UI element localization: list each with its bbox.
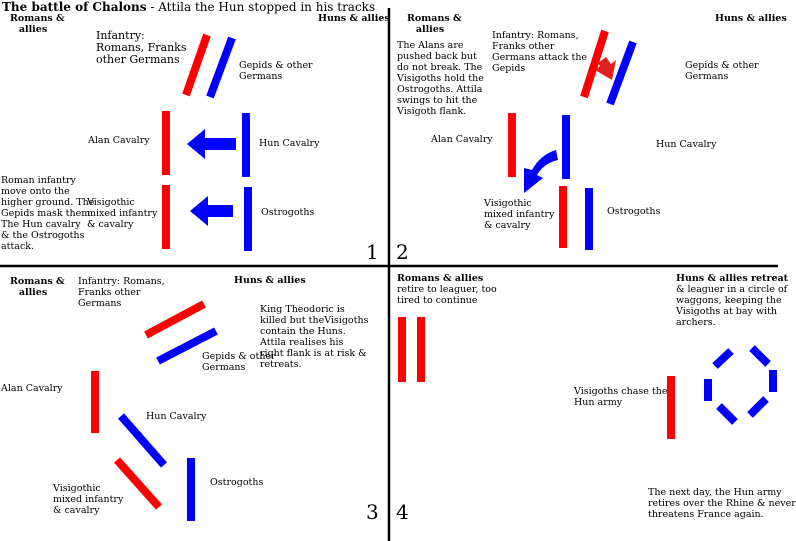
p3-narrative-line2: killed but theVisigoths	[260, 315, 369, 326]
p1-visigothic-label	[87, 197, 157, 230]
p3-left-header-line2: allies	[18, 287, 48, 298]
p2-narrative-line5: Ostrogoths. Attila	[397, 84, 483, 95]
p4-visigoths-chase-line2: Hun army	[574, 397, 623, 408]
p2-infantry-line4: Gepids	[492, 63, 526, 74]
p2-right-header: Huns & allies	[715, 13, 787, 24]
p1-gepids	[210, 38, 232, 97]
p3-hun-cavalry-label: Hun Cavalry	[146, 411, 207, 422]
p1-infantry-line2: Romans, Franks	[96, 41, 187, 54]
p4-right-block	[676, 273, 788, 328]
p4-next-day-text	[648, 487, 796, 520]
p3-visigothic-line2: mixed infantry	[53, 494, 124, 505]
p3-narrative-line6: retreats.	[260, 359, 302, 370]
p2-left-header	[407, 13, 462, 35]
p2-narrative-line6: swings to hit the	[397, 95, 478, 106]
p3-right-header: Huns & allies	[234, 275, 306, 286]
p2-visigothic-line1: Visigothic	[484, 198, 532, 209]
p4-left-header: Romans & allies	[397, 273, 484, 284]
p1-infantry-label	[96, 30, 186, 66]
p2-infantry-line2: Franks other	[492, 41, 555, 52]
p2-gepids-line1: Gepids & other	[685, 60, 759, 71]
p3-ostrogoths-label: Ostrogoths	[210, 477, 264, 488]
p4-left-block	[397, 273, 497, 306]
p3-left-header	[10, 276, 65, 298]
p4-number: 4	[396, 500, 409, 524]
p1-gepids-label	[239, 60, 313, 82]
p1-infantry-line1: Infantry:	[96, 29, 145, 42]
p4-right-line1: & leaguer in a circle of	[676, 284, 788, 295]
p2-visigothic-line3: & cavalry	[484, 220, 531, 231]
p3-hun-cavalry	[121, 416, 164, 465]
p1-left-header-line2: allies	[18, 24, 48, 35]
p2-narrative-line2: pushed back but	[397, 51, 477, 62]
p1-arrow-hun-cavalry	[187, 129, 236, 159]
p2-gepids-label	[685, 60, 759, 82]
p2-arrow-swing	[524, 150, 558, 193]
p1-ostrogoths-label: Ostrogoths	[261, 207, 315, 218]
p3-visigothic-line1: Visigothic	[53, 483, 101, 494]
p4-waggon-circle	[708, 348, 773, 422]
p2-gepids-line2: Germans	[685, 71, 729, 82]
title-subtitle: - Attila the Hun stopped in his tracks	[146, 0, 376, 14]
p4-right-line4: archers.	[676, 317, 716, 328]
p4-waggon-5	[719, 406, 735, 422]
p2-infantry-line1: Infantry: Romans,	[492, 30, 579, 41]
p3-infantry-line2: Franks other	[78, 287, 141, 298]
p1-number: 1	[366, 240, 379, 264]
p2-narrative-line3: do not break. The	[397, 62, 483, 73]
p1-right-header: Huns & allies	[318, 13, 390, 24]
p3-infantry-label	[78, 276, 165, 309]
p4-right-line2: waggons, keeping the	[676, 295, 782, 306]
p1-visigothic-line3: & cavalry	[87, 219, 134, 230]
p4-next-day-line2: retires over the Rhine & never	[648, 498, 796, 509]
p4-right-line3: Visigoths at bay with	[676, 306, 778, 317]
p3-narrative-line1: King Theodoric is	[260, 304, 345, 315]
p2-infantry-label	[492, 30, 587, 74]
p2-narrative-line4: Visigoths hold the	[397, 73, 484, 84]
p1-visigothic-line2: mixed infantry	[87, 208, 158, 219]
p3-visigothic-line3: & cavalry	[53, 505, 100, 516]
p3-gepids-label	[202, 351, 276, 373]
p2-left-header-line1: Romans &	[407, 13, 462, 24]
p2-visigothic-label	[484, 198, 554, 231]
p3-infantry-line3: Germans	[78, 298, 122, 309]
p1-narrative	[1, 175, 94, 252]
p2-number: 2	[396, 240, 409, 264]
p1-roman-infantry	[186, 35, 207, 95]
p3-infantry-line1: Infantry: Romans,	[78, 276, 165, 287]
p1-gepids-line2: Germans	[239, 71, 283, 82]
p4-right-header: Huns & allies retreat	[676, 273, 789, 284]
p1-narrative-line4: Gepids mask them.	[1, 208, 94, 219]
p3-narrative	[260, 304, 368, 370]
p3-narrative-line4: Attila realises his	[260, 337, 344, 348]
p1-gepids-line1: Gepids & other	[239, 60, 313, 71]
p2-alan-cavalry-label: Alan Cavalry	[431, 134, 493, 145]
p2-infantry-line3: Germans attack the	[492, 52, 588, 63]
p4-visigoths-chase-line1: Visigoths chase the	[574, 386, 668, 397]
p1-narrative-line6: & the Ostrogoths	[1, 230, 85, 241]
p2-left-header-line2: allies	[415, 24, 445, 35]
panel-4-units	[402, 317, 773, 439]
p1-narrative-line1: Roman infantry	[1, 175, 76, 186]
p3-visigothic-label	[53, 483, 123, 516]
p4-left-line1: retire to leaguer, too	[397, 284, 497, 295]
p4-waggon-2	[752, 348, 768, 364]
p1-infantry-line3: other Germans	[96, 53, 180, 66]
p2-narrative	[397, 40, 484, 117]
p1-arrow-ostrogoths	[190, 196, 233, 226]
p3-number: 3	[366, 500, 379, 524]
p4-next-day-line3: threatens France again.	[648, 509, 764, 520]
panel-1-units	[166, 35, 248, 251]
p1-left-header	[10, 13, 65, 35]
p2-ostrogoths-label: Ostrogoths	[607, 206, 661, 217]
p1-hun-cavalry-label: Hun Cavalry	[259, 138, 320, 149]
p3-narrative-line5: right flank is at risk &	[260, 348, 367, 359]
p3-narrative-line3: contain the Huns.	[260, 326, 346, 337]
p2-gepids	[610, 42, 633, 104]
p4-left-line2: tired to continue	[397, 295, 478, 306]
p4-next-day-line1: The next day, the Hun army	[648, 487, 782, 498]
p3-gepids-line1: Gepids & other	[202, 351, 276, 362]
p4-waggon-4	[750, 399, 766, 415]
title-main: The battle of Chalons	[2, 0, 147, 14]
p3-left-header-line1: Romans &	[10, 276, 65, 287]
p2-narrative-line1: The Alans are	[397, 40, 464, 51]
p3-alan-cavalry-label: Alan Cavalry	[1, 383, 63, 394]
p1-narrative-line2: move onto the	[1, 186, 70, 197]
p1-narrative-line3: higher ground. The	[1, 197, 95, 208]
p1-visigothic-line1: Visigothic	[87, 197, 135, 208]
p2-visigothic-line2: mixed infantry	[484, 209, 555, 220]
p1-narrative-line5: The Hun cavalry	[1, 219, 81, 230]
p1-alan-cavalry-label: Alan Cavalry	[88, 135, 150, 146]
p1-left-header-line1: Romans &	[10, 13, 65, 24]
p2-hun-cavalry-label: Hun Cavalry	[656, 139, 717, 150]
p4-waggon-1	[715, 351, 731, 366]
p2-narrative-line7: Visigoth flank.	[397, 106, 467, 117]
p3-gepids-line2: Germans	[202, 362, 246, 373]
p1-narrative-line7: attack.	[1, 241, 35, 252]
p4-visigoths-chase-label	[574, 386, 667, 408]
